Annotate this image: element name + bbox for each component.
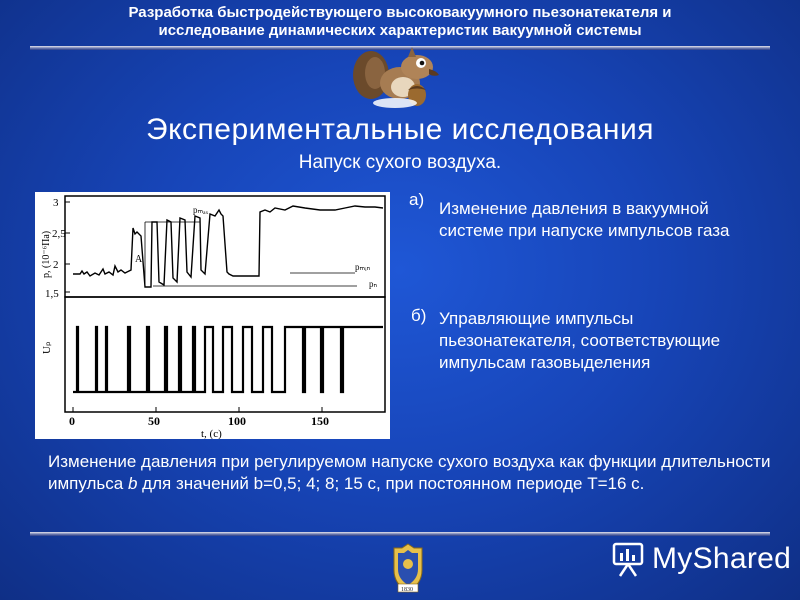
x-axis-label: t, (c) [201,428,222,439]
top-tick-2: 2 [53,259,59,271]
x-tick-150: 150 [311,414,329,428]
slide-title: Экспериментальные исследования [146,113,654,146]
caption-text-pre: Изменение давления при регулируемом напуске сухого воздуха как функции длительности импульса [48,452,771,493]
slide-subtitle: Напуск сухого воздуха. [298,152,502,173]
bottom-y-axis-label: Uₚ [41,341,53,354]
panel-b-description: Управляющие импульсы пьезонатекателя, соответствующие импульсам газовыделения [439,309,721,372]
presentation-header [0,0,800,44]
top-tick-3: 3 [53,197,59,209]
bottom-divider [30,532,770,536]
pmax-annotation: pₘₐₓ [193,205,209,215]
figure-caption [48,451,778,495]
squirrel-acorn-icon [345,45,455,111]
top-y-axis-label: p, (10⁻⁶Па) [41,230,52,278]
brand-name: MyShared [652,542,792,575]
experiment-plot [35,192,390,439]
presentation-board-icon [610,540,646,578]
panel-a-description: Изменение давления в вакуумной системе при напуске импульсов газа [439,199,730,240]
bottom-panel-frame [65,297,385,412]
header-line-2: исследование динамических характеристик вакуумной системы [158,22,642,39]
caption-text-post: для значений b=0,5; 4; 8; 15 с, при постоянном периоде Т=16 с. [137,474,645,493]
pressure-trace [73,206,383,287]
x-tick-100: 100 [228,414,246,428]
brand-watermark [610,540,791,578]
x-tick-0: 0 [69,414,75,428]
panel-a-tag: а) [409,190,425,209]
crest-year: 1830 [401,587,413,593]
panel-b-tag: б) [411,306,427,325]
experiment-figure [35,192,390,439]
header-line-1: Разработка быстродействующего высоковакуумного пьезонатекателя и [128,4,672,21]
pmin-annotation: pₘᵢₙ [355,262,371,272]
amplitude-annotation: A [135,254,143,265]
top-tick-2-5: 2,5 [52,228,66,240]
caption-variable: b [127,474,138,493]
control-pulse-trace [73,327,383,392]
university-crest-icon [388,540,428,596]
top-tick-1-5: 1,5 [45,288,59,300]
pn-annotation: pₙ [369,279,378,289]
x-tick-50: 50 [148,414,160,428]
